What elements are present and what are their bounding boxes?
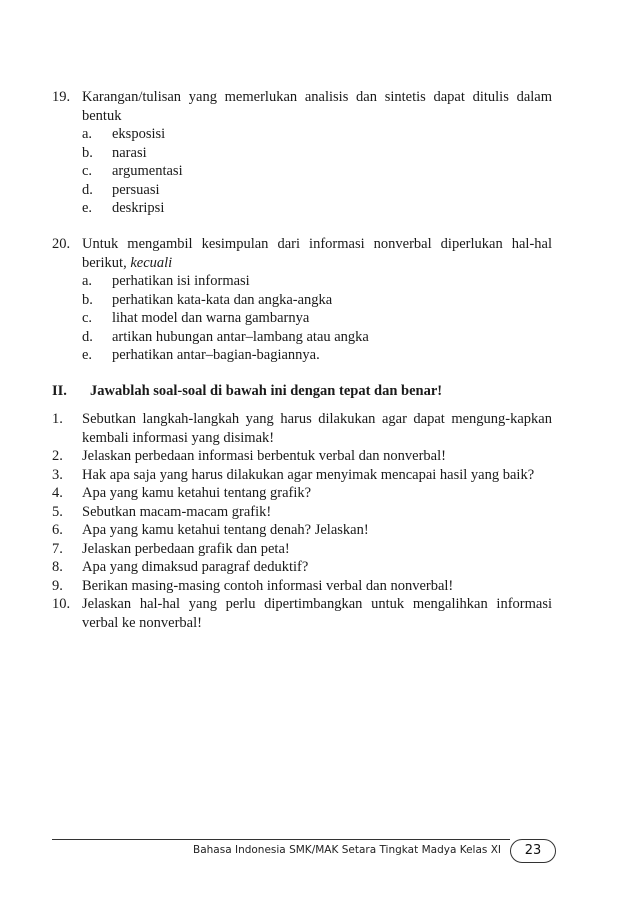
options-list [82, 272, 552, 365]
option-text: argumentasi [112, 163, 183, 179]
essay-question [52, 521, 552, 540]
essay-number: 2. [52, 448, 63, 464]
question-text [82, 235, 552, 272]
question-20 [52, 235, 552, 365]
essay-question [52, 558, 552, 577]
option-e [82, 346, 552, 365]
option-a [82, 125, 552, 144]
essay-text: Berikan masing-masing contoh informasi verbal dan nonverbal! [82, 577, 454, 594]
essay-text: Jelaskan perbedaan grafik dan peta! [82, 540, 290, 557]
essay-text: Apa yang kamu ketahui tentang grafik? [82, 485, 312, 501]
option-e [82, 199, 552, 218]
footer-text: Bahasa Indonesia SMK/MAK Setara Tingkat Madya Kelas XI [193, 844, 501, 856]
essay-question [52, 447, 552, 466]
option-text: perhatikan isi informasi [112, 273, 250, 289]
option-text: perhatikan kata-kata dan angka-angka [112, 291, 333, 308]
essay-number: 7. [52, 540, 63, 557]
essay-question [52, 466, 552, 485]
essay-number: 9. [52, 577, 63, 594]
option-c [82, 162, 552, 181]
option-letter: e. [82, 347, 93, 363]
essay-text: Jelaskan perbedaan informasi berbentuk verbal dan nonverbal! [82, 448, 446, 464]
option-text: narasi [112, 144, 147, 161]
footer-rule [52, 839, 510, 840]
section-numeral: II. [52, 383, 67, 399]
essay-question [52, 503, 552, 522]
option-text: perhatikan antar–bagian-bagiannya. [112, 347, 320, 363]
option-text: persuasi [112, 181, 160, 198]
option-letter: d. [82, 328, 93, 345]
essay-number: 8. [52, 559, 63, 575]
option-letter: a. [82, 273, 93, 289]
option-d [82, 328, 552, 347]
section-title: Jawablah soal-soal di bawah ini dengan tepat dan benar! [90, 383, 443, 399]
essay-text: Hak apa saja yang harus dilakukan agar menyimak mencapai hasil yang baik? [82, 466, 535, 483]
essay-number: 1. [52, 411, 63, 427]
essay-text: Jelaskan hal-hal yang perlu dipertimbangkan untuk mengalihkan informasi verbal ke nonverbal! [82, 596, 552, 631]
option-letter: b. [82, 291, 93, 308]
option-text: lihat model dan warna gambarnya [112, 310, 310, 326]
essay-question [52, 540, 552, 559]
option-d [82, 181, 552, 200]
option-letter: c. [82, 163, 93, 179]
essay-text: Apa yang dimaksud paragraf deduktif? [82, 559, 309, 575]
option-letter: b. [82, 144, 93, 161]
essay-question [52, 410, 552, 447]
essay-question [52, 484, 552, 503]
essay-text: Apa yang kamu ketahui tentang denah? Jelaskan! [82, 522, 369, 538]
essay-number: 5. [52, 503, 63, 520]
section-heading [52, 382, 552, 401]
essay-number: 4. [52, 485, 63, 501]
essay-question [52, 577, 552, 596]
essay-number: 6. [52, 522, 63, 538]
question-text-main: Untuk mengambil kesimpulan dari informasi nonverbal diperlukan hal-hal berikut, [82, 236, 552, 271]
question-text: Karangan/tulisan yang memerlukan analisis dan sintetis dapat ditulis dalam bentuk [82, 89, 552, 124]
option-c [82, 309, 552, 328]
option-letter: d. [82, 181, 93, 198]
option-b [82, 291, 552, 310]
option-letter: c. [82, 310, 93, 326]
option-text: eksposisi [112, 126, 166, 142]
essay-question [52, 595, 552, 632]
option-text: deskripsi [112, 200, 165, 216]
option-text: artikan hubungan antar–lambang atau angka [112, 328, 369, 345]
essay-number: 3. [52, 466, 63, 483]
essay-text: Sebutkan langkah-langkah yang harus dilakukan agar dapat mengung-kapkan kembali informasi yang disimak! [82, 411, 552, 446]
page-number-badge: 23 [510, 839, 556, 863]
question-emphasis: kecuali [130, 254, 173, 271]
essay-number: 10. [52, 596, 71, 612]
question-number: 20. [52, 236, 71, 252]
options-list [82, 125, 552, 218]
question-19 [52, 88, 552, 218]
essay-text: Sebutkan macam-macam grafik! [82, 503, 272, 520]
essay-questions-list [52, 410, 552, 632]
question-number: 19. [52, 89, 71, 105]
option-b [82, 144, 552, 163]
option-letter: e. [82, 200, 93, 216]
option-letter: a. [82, 126, 93, 142]
option-a [82, 272, 552, 291]
